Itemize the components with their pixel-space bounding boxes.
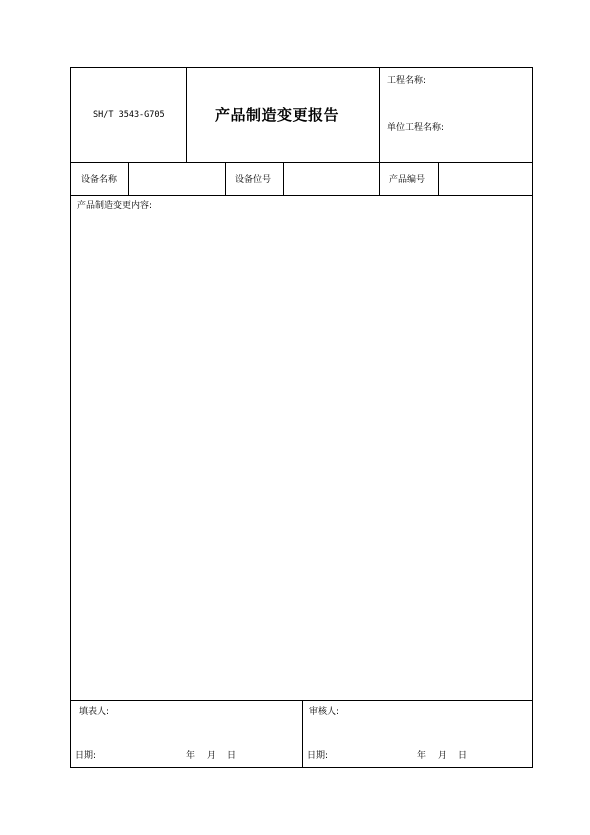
project-name-label: 工程名称:	[387, 76, 427, 86]
change-content-label: 产品制造变更内容:	[77, 201, 153, 211]
header-divider-1	[186, 68, 187, 162]
info-divider-2	[225, 162, 226, 196]
reviewer-date-day: 日	[458, 751, 468, 761]
unit-project-name-label: 单位工程名称:	[387, 123, 445, 133]
filler-date-year: 年	[186, 751, 196, 761]
equipment-position-label: 设备位号	[235, 175, 272, 185]
reviewer-date-label: 日期:	[307, 751, 329, 761]
filler-date-label: 日期:	[75, 751, 97, 761]
change-content-field[interactable]	[71, 216, 532, 700]
reviewer-label: 审核人:	[309, 707, 340, 717]
equipment-name-field[interactable]	[129, 163, 225, 195]
reviewer-date-month: 月	[438, 751, 448, 761]
filler-date-month: 月	[207, 751, 217, 761]
product-number-field[interactable]	[439, 163, 532, 195]
product-number-label: 产品编号	[389, 175, 426, 185]
page-title: 产品制造变更报告	[215, 106, 340, 124]
equipment-position-field[interactable]	[284, 163, 379, 195]
filler-label: 填表人:	[79, 707, 110, 717]
footer-divider	[302, 700, 303, 767]
standard-code: SH/T 3543-G705	[93, 110, 165, 120]
reviewer-date-year: 年	[417, 751, 427, 761]
header-divider-2	[379, 68, 380, 196]
change-report-form	[70, 67, 533, 768]
info-row-bottom-line	[71, 195, 532, 196]
equipment-name-label: 设备名称	[81, 175, 118, 185]
filler-date-day: 日	[227, 751, 237, 761]
